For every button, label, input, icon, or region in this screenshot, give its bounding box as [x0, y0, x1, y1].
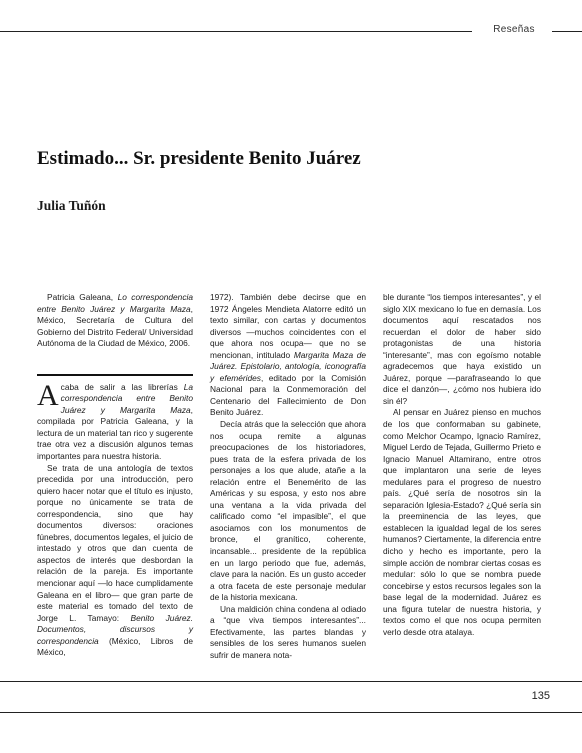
column-2 — [210, 292, 366, 662]
article-title: Estimado... Sr. presidente Benito Juárez — [37, 148, 361, 169]
text-run: Se trata de una antología de textos precedida por una introducción, pero quiero hacer notar que el título es injusto, porque no únicamente se trata de correspondencia, sino que hay documentos diversos: oraciones fúnebres, documentos legales, el juicio de intestado y otros que dan cuenta de aspectos de interés que desbordan la relación de la pareja. Es importante mencionar aquí —lo hace cumplidamente Galeana en el libro— que gran parte de este material es tomado del texto de Jorge L. Tamayo: — [37, 462, 193, 623]
paragraph: Decía atrás que la selección que ahora nos ocupa remite a algunas preocupaciones de los historiadores, pues trata de la esfera privada de los personajes a los que alude, atañe a la relación entre el Benemérito de las Américas y su esposa, y esto nos abre una ventana a la vida privada del calificado como “el impasible”, el que asociamos con los monumentos de bronce, el granítico, coherente, incansable... presidente de la república en un largo periodo que fue, además, clave para la nación. Es un gusto acceder a otra faceta de este personaje medular de la historia mexicana. — [210, 419, 366, 603]
biblio-publisher: , México, Secretaría de Cultura del Gobierno del Distrito Federal/ Universidad Autónoma de la Ciudad de México, 2006. — [37, 303, 193, 349]
text-run: 1972). También debe decirse que en 1972 Ángeles Mendieta Alatorre editó un texto similar, con cartas y documentos diversos —muchos coincidentes con el que ahora nos ocupa— que no se mencionan, intitulado — [210, 292, 366, 360]
header-rule — [0, 31, 472, 32]
biblio-author: Patricia Galeana, — [47, 292, 118, 302]
article-author: Julia Tuñón — [37, 198, 106, 213]
section-label: Reseñas — [478, 24, 550, 35]
text-run: , editado por la Comisión Nacional para la Conmemoración del Centenario del Fallecimiento de Don Benito Juárez. — [210, 372, 366, 418]
paragraph-opening — [37, 378, 193, 463]
paragraph: ble durante “los tiempos interesantes”, y el siglo XIX mexicano lo fue en demasía. Los documentos aquí rescatados nos recuerdan el dolor de haber sido protagonistas de una historia “interesante”, mas con egoísmo notable agradecemos que haya existido un Juárez, porque —parafraseando lo que dice el danzón—, ¿cómo nos hubiera ido sin él? — [383, 292, 541, 406]
book-title-italic: La correspondencia entre Benito Juárez y Margarita Maza — [60, 381, 193, 415]
text-run: caba de salir a las librerías — [60, 381, 184, 392]
header-rule-right — [552, 31, 582, 32]
column-3 — [383, 292, 541, 638]
page-number: 135 — [531, 690, 550, 702]
footer-rule — [0, 681, 582, 682]
biblio-book-title: Lo correspondencia entre Benito Juárez y Margarita Maza — [37, 292, 193, 314]
footer-rule-bottom — [0, 712, 582, 713]
book-title-italic: Margarita Maza de Juárez. Epistolario, antología, iconografía y efemérides — [210, 349, 366, 383]
drop-cap: A — [37, 378, 59, 412]
bibliographic-reference — [37, 292, 193, 350]
book-title-italic: Benito Juárez. Documentos, discursos y correspondencia — [37, 612, 193, 646]
text-run: , compilada por Patricia Galeana, y la lectura de un material tan rico y sugerente trae otra vez a discusión algunos temas importantes para nuestra historia. — [37, 404, 193, 462]
paragraph: Una maldición china condena al odiado a “que viva tiempos interesantes”... Efectivamente, las partes blandas y sensibles de los seres humanos suelen sufrir de manera nota- — [210, 603, 366, 660]
paragraph — [210, 292, 366, 419]
paragraph: Al pensar en Juárez pienso en muchos de los que conformaban su gabinete, como Melchor Ocampo, Ignacio Ramírez, Miguel Lerdo de Tejada, Guillermo Prieto e Ignacio Manuel Altamirano, entre otros que implantaron una serie de leyes medulares para el progreso de nuestro país. ¿Qué sería de nosotros sin la separación Iglesia-Estado? ¿Qué sería sin la preeminencia de las leyes, que establecen la igualdad legal de los seres humanos? Ciertamente, la diferencia entre dicho y hecho es importante, pero la simple acción de nombrar ciertas cosas es medular: sólo lo que se nombra puede concebirse y estos recursos legales son la base legal de la modernidad. Juárez es una figura tutelar de nuestra historia, y textos como el que nos ocupa permiten verlo desde otra atalaya. — [383, 407, 542, 637]
paragraph — [37, 463, 193, 659]
column-1 — [37, 292, 193, 659]
biblio-divider — [37, 374, 193, 376]
text-run: (México, Libros de México, — [37, 635, 193, 658]
